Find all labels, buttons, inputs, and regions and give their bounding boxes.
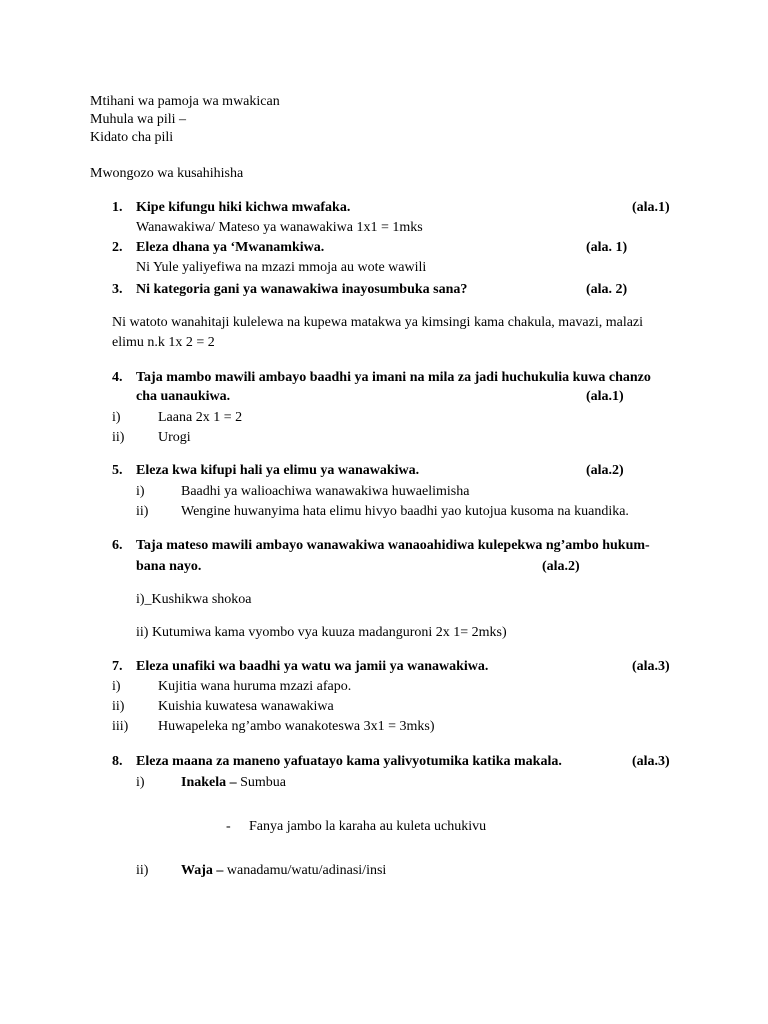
q8-item-numeral: ii) xyxy=(136,863,149,878)
q4-item-text: Laana 2x 1 = 2 xyxy=(158,410,243,425)
q7-question: Eleza unafiki wa baadhi ya watu wa jamii ya wanawakiwa. xyxy=(136,659,489,674)
q8-item-2 xyxy=(181,861,386,881)
q4-item-numeral: ii) xyxy=(112,430,125,445)
q6-question-line1: Taja mateso mawili ambayo wanawakiwa wanaoahidiwa kulepekwa ng’ambo hukum- xyxy=(136,538,650,553)
q8-definition: Sumbua xyxy=(236,775,287,790)
q5-item-numeral: ii) xyxy=(136,504,149,519)
q8-number: 8. xyxy=(112,754,123,769)
q6-answer-2: ii) Kutumiwa kama vyombo vya kuuza madanguroni 2x 1= 2mks) xyxy=(136,625,507,640)
q6-answer-1: i)_Kushikwa shokoa xyxy=(136,592,252,607)
q1-marks: (ala.1) xyxy=(632,200,670,215)
q6-number: 6. xyxy=(112,538,123,553)
q5-item-text: Baadhi ya walioachiwa wanawakiwa huwaelimisha xyxy=(181,484,470,499)
q3-answer-line1: Ni watoto wanahitaji kulelewa na kupewa matakwa ya kimsingi kama chakula, mavazi, malazi xyxy=(112,315,644,330)
q5-marks: (ala.2) xyxy=(586,463,624,478)
q7-number: 7. xyxy=(112,659,123,674)
q6-marks: (ala.2) xyxy=(542,559,580,574)
q5-item-numeral: i) xyxy=(136,484,145,499)
q8-question: Eleza maana za maneno yafuatayo kama yalivyotumika katika makala. xyxy=(136,754,562,769)
q8-item-1-dash: - xyxy=(226,819,231,834)
q5-question: Eleza kwa kifupi hali ya elimu ya wanawakiwa. xyxy=(136,463,420,478)
q2-number: 2. xyxy=(112,240,123,255)
term-line: Muhula wa pili – xyxy=(90,112,187,127)
q7-item-numeral: i) xyxy=(112,679,121,694)
q1-number: 1. xyxy=(112,200,123,215)
q3-number: 3. xyxy=(112,282,123,297)
q3-question: Ni kategoria gani ya wanawakiwa inayosumbuka sana? xyxy=(136,282,468,297)
q8-item-1-extra: Fanya jambo la karaha au kuleta uchukivu xyxy=(249,819,487,834)
q7-item-numeral: ii) xyxy=(112,699,125,714)
exam-title: Mtihani wa pamoja wa mwakican xyxy=(90,94,280,109)
q2-question: Eleza dhana ya ‘Mwanamkiwa. xyxy=(136,240,325,255)
q1-answer: Wanawakiwa/ Mateso ya wanawakiwa 1x1 = 1mks xyxy=(136,220,423,235)
q4-question-line2: cha uanaukiwa. xyxy=(136,389,231,404)
q4-question-line1: Taja mambo mawili ambayo baadhi ya imani na mila za jadi huchukulia kuwa chanzo xyxy=(136,370,651,385)
form-line: Kidato cha pili xyxy=(90,130,174,145)
q4-item-text: Urogi xyxy=(158,430,191,445)
q8-item-1 xyxy=(181,773,286,793)
q7-item-text: Huwapeleka ng’ambo wanakoteswa 3x1 = 3mks) xyxy=(158,719,435,734)
q4-marks: (ala.1) xyxy=(586,389,624,404)
q4-number: 4. xyxy=(112,370,123,385)
q2-answer: Ni Yule yaliyefiwa na mzazi mmoja au wote wawili xyxy=(136,260,427,275)
q5-item-text: Wengine huwanyima hata elimu hivyo baadhi yao kutojua kusoma na kuandika. xyxy=(181,504,629,519)
q8-term: Waja – xyxy=(181,863,224,878)
q8-marks: (ala.3) xyxy=(632,754,670,769)
marking-guide-title: Mwongozo wa kusahihisha xyxy=(90,166,244,181)
q7-item-numeral: iii) xyxy=(112,719,129,734)
q8-term: Inakela – xyxy=(181,775,237,790)
q3-marks: (ala. 2) xyxy=(586,282,628,297)
q6-question-line2: bana nayo. xyxy=(136,559,202,574)
q8-item-numeral: i) xyxy=(136,775,145,790)
q2-marks: (ala. 1) xyxy=(586,240,628,255)
q7-marks: (ala.3) xyxy=(632,659,670,674)
q1-question: Kipe kifungu hiki kichwa mwafaka. xyxy=(136,200,351,215)
q7-item-text: Kujitia wana huruma mzazi afapo. xyxy=(158,679,352,694)
q5-number: 5. xyxy=(112,463,123,478)
q7-item-text: Kuishia kuwatesa wanawakiwa xyxy=(158,699,334,714)
q4-item-numeral: i) xyxy=(112,410,121,425)
q8-definition: wanadamu/watu/adinasi/insi xyxy=(223,863,387,878)
q3-answer-line2: elimu n.k 1x 2 = 2 xyxy=(112,335,215,350)
